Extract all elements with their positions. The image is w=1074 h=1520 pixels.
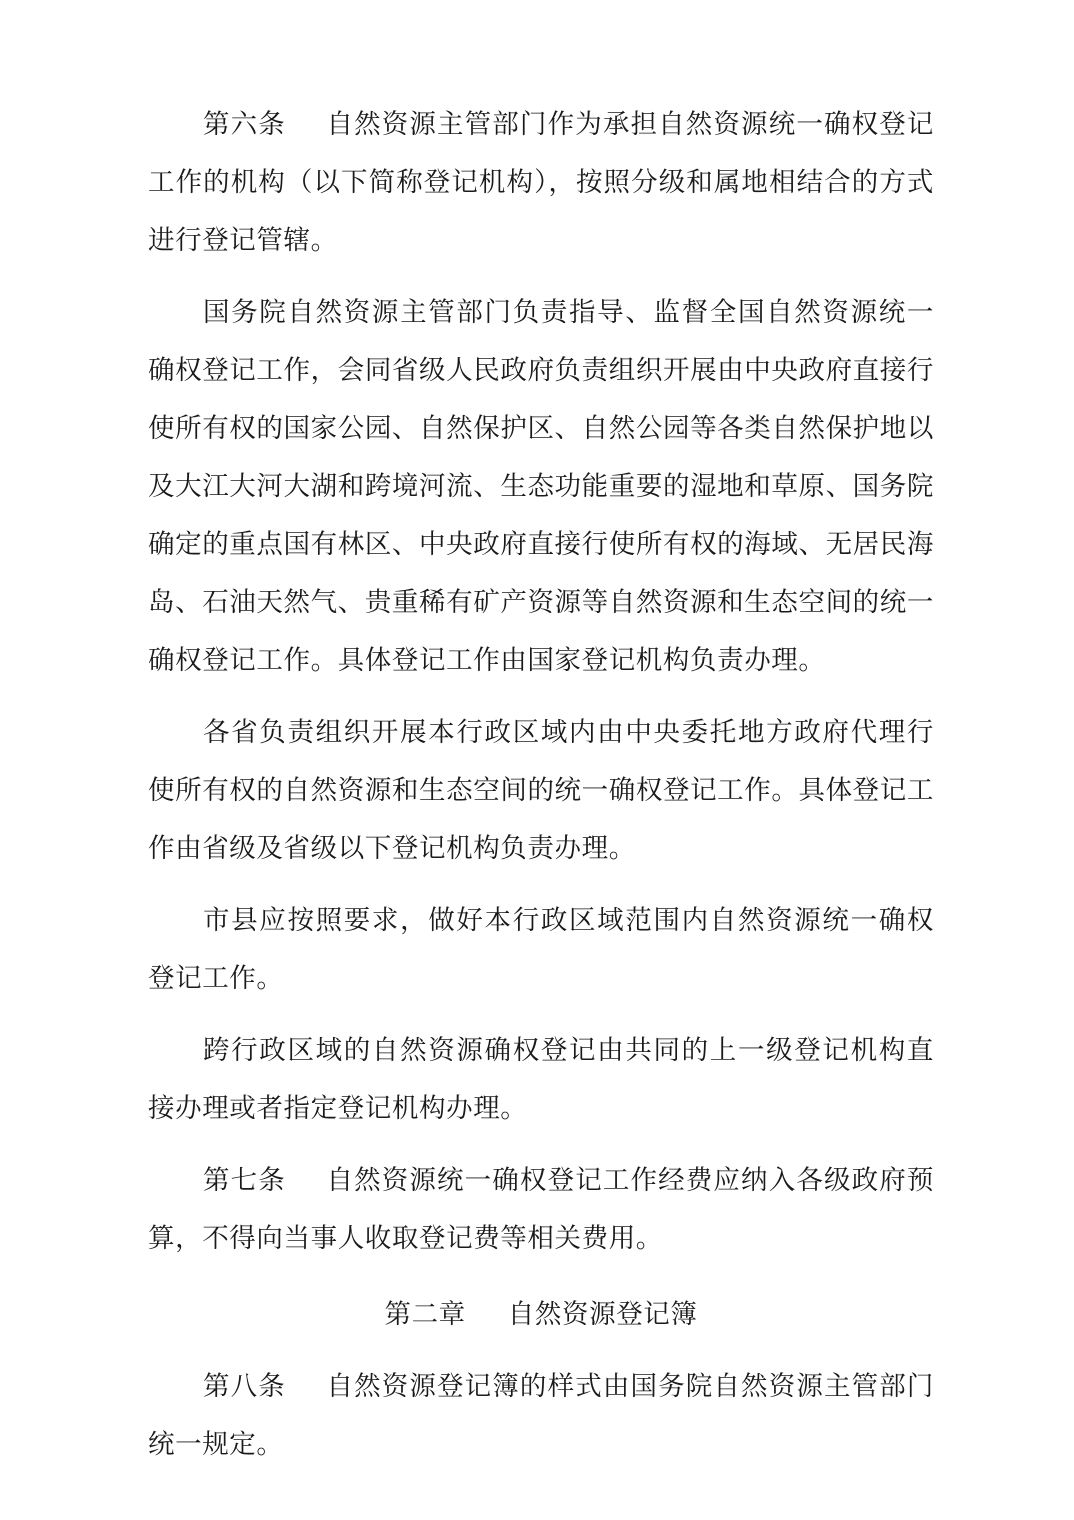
article-label-6: 第六条 (203, 109, 286, 140)
paragraph-article-7 (148, 1152, 934, 1268)
article-label-8: 第八条 (203, 1371, 286, 1402)
paragraph-text: 市县应按照要求，做好本行政区域范围内自然资源统一确权登记工作。 (148, 905, 934, 994)
paragraph-article-8 (148, 1358, 934, 1474)
paragraph-text: 自然资源登记簿的样式由国务院自然资源主管部门统一规定。 (148, 1371, 934, 1460)
paragraph-article-6-p2 (148, 284, 934, 690)
paragraph-article-6-p3 (148, 704, 934, 878)
chapter-number: 第二章 (384, 1299, 466, 1330)
paragraph-text: 跨行政区域的自然资源确权登记由共同的上一级登记机构直接办理或者指定登记机构办理。 (148, 1035, 934, 1124)
paragraph-text: 国务院自然资源主管部门负责指导、监督全国自然资源统一确权登记工作，会同省级人民政府负责组织开展由中央政府直接行使所有权的国家公园、自然保护区、自然公园等各类自然保护地以及大江大河大湖和跨境河流、生态功能重要的湿地和草原、国务院确定的重点国有林区、中央政府直接行使所有权的海域、无居民海岛、石油天然气、贵重稀有矿产资源等自然资源和生态空间的统一确权登记工作。具体登记工作由国家登记机构负责办理。 (148, 297, 934, 676)
paragraph-article-6-p5 (148, 1022, 934, 1138)
paragraph-article-6-p1 (148, 96, 934, 270)
article-label-7: 第七条 (203, 1165, 286, 1196)
document-body (148, 96, 934, 1488)
chapter-heading (148, 1286, 934, 1344)
paragraph-article-6-p4 (148, 892, 934, 1008)
chapter-title: 自然资源登记簿 (507, 1299, 698, 1330)
paragraph-text: 各省负责组织开展本行政区域内由中央委托地方政府代理行使所有权的自然资源和生态空间的统一确权登记工作。具体登记工作由省级及省级以下登记机构负责办理。 (148, 717, 934, 864)
paragraph-text: 自然资源统一确权登记工作经费应纳入各级政府预算，不得向当事人收取登记费等相关费用。 (148, 1165, 934, 1254)
paragraph-text: 自然资源主管部门作为承担自然资源统一确权登记工作的机构（以下简称登记机构），按照分级和属地相结合的方式进行登记管辖。 (148, 109, 934, 256)
